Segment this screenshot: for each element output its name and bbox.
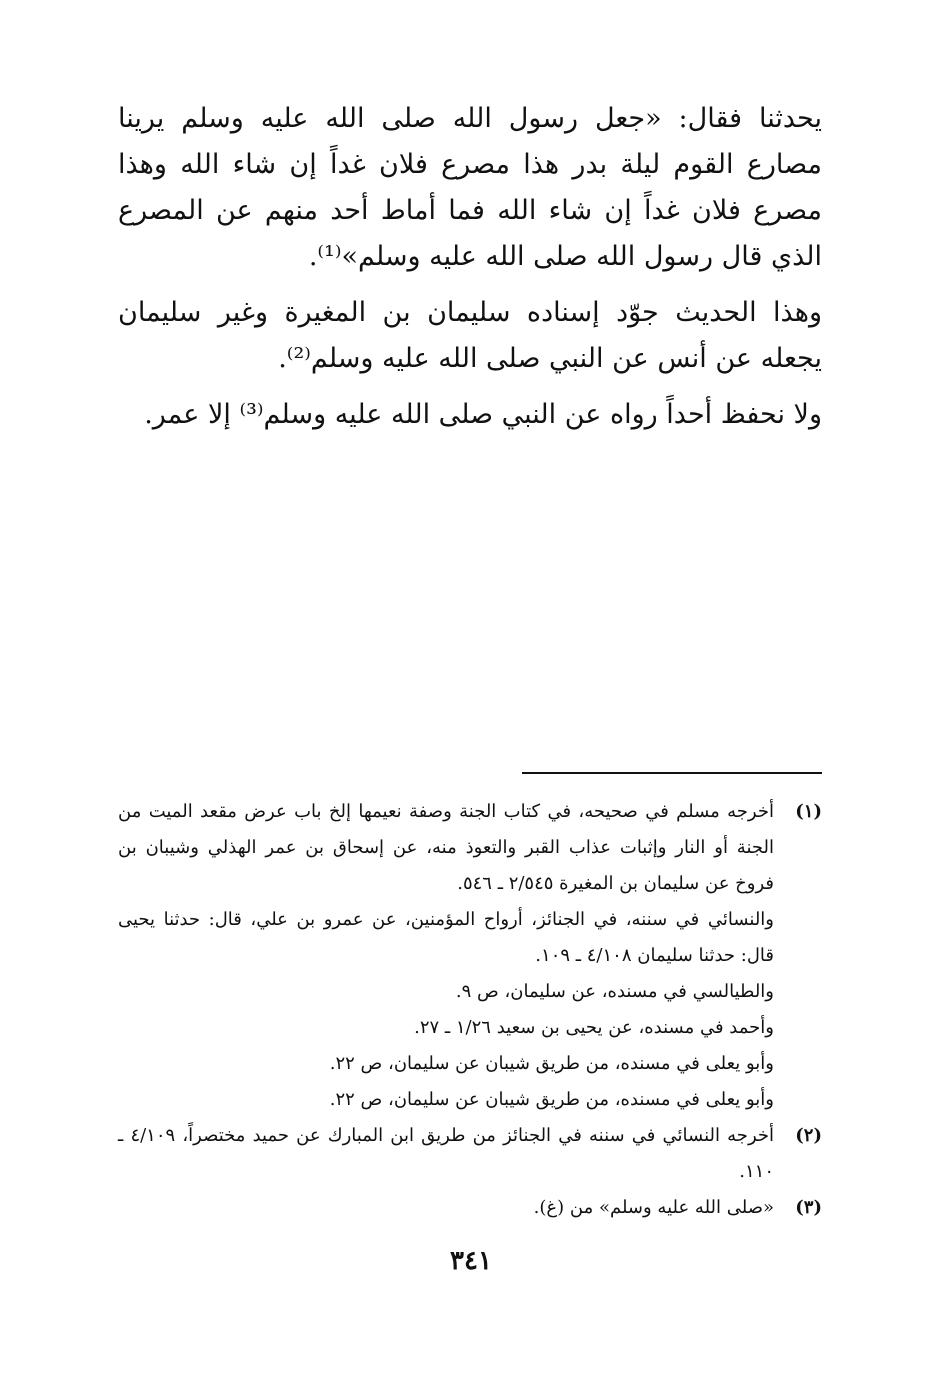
- footnote-3: [118, 1190, 822, 1226]
- footnote-line: وأحمد في مسنده، عن يحيى بن سعيد ١/٢٦ ـ ٢٧.: [414, 1017, 774, 1038]
- footnotes: [118, 794, 822, 1226]
- footnote-number: (١): [795, 801, 822, 822]
- footnote-line: والنسائي في سننه، في الجنائز، أرواح المؤمنين، عن عمرو بن علي، قال: حدثنا يحيى قال: حدثنا سليمان ٤/١٠٨ ـ ١٠٩.: [118, 909, 774, 966]
- footnote-line: والطيالسي في مسنده، عن سليمان، ص ٩.: [455, 981, 774, 1002]
- footnote-1: [118, 794, 822, 1118]
- footnote-body: [118, 794, 774, 1118]
- page-number: ٣٤١: [450, 1246, 492, 1276]
- footnote-body: [118, 1118, 774, 1190]
- footnote-number: (٣): [795, 1197, 822, 1218]
- paragraph-isnad: وهذا الحديث جوّد إسناده سليمان بن المغيرة وغير سليمان يجعله عن أنس عن النبي صلى الله عليه وسلم⁽²⁾.: [118, 297, 822, 374]
- footnote-body: [118, 1190, 774, 1226]
- footnote-line: وأبو يعلى في مسنده، من طريق شيبان عن سليمان، ص ٢٢.: [329, 1089, 774, 1110]
- footnote-line: «صلى الله عليه وسلم» من (غ).: [533, 1197, 774, 1218]
- footnote-line: أخرجه النسائي في سننه في الجنائز من طريق ابن المبارك عن حميد مختصراً، ٤/١٠٩ ـ ١١٠.: [118, 1125, 774, 1182]
- paragraph-hadith: يحدثنا فقال: «جعل رسول الله صلى الله عليه وسلم يرينا مصارع القوم ليلة بدر هذا مصرع فلان غداً إن شاء الله وهذا مصرع فلان غداً إن شاء الله فما أماط أحد منهم عن المصرع الذي قال رسول الله صلى الله عليه وسلم»⁽¹⁾.: [118, 103, 822, 272]
- paragraph-narration: ولا نحفظ أحداً رواه عن النبي صلى الله عليه وسلم⁽³⁾ إلا عمر.: [144, 399, 822, 430]
- footnote-2: [118, 1118, 822, 1190]
- main-text: [118, 96, 822, 438]
- footnote-divider: [522, 772, 822, 774]
- footnote-line: وأبو يعلى في مسنده، من طريق شيبان عن سليمان، ص ٢٢.: [329, 1053, 774, 1074]
- footnote-number: (٢): [795, 1125, 822, 1146]
- footnote-line: أخرجه مسلم في صحيحه، في كتاب الجنة وصفة نعيمها إلخ باب عرض مقعد الميت من الجنة أو النار وإثبات عذاب القبر والتعوذ منه، عن إسحاق بن عمر الهذلي وشيبان بن فروخ عن سليمان بن المغيرة ٢/٥٤٥ ـ ٥٤٦.: [118, 801, 774, 894]
